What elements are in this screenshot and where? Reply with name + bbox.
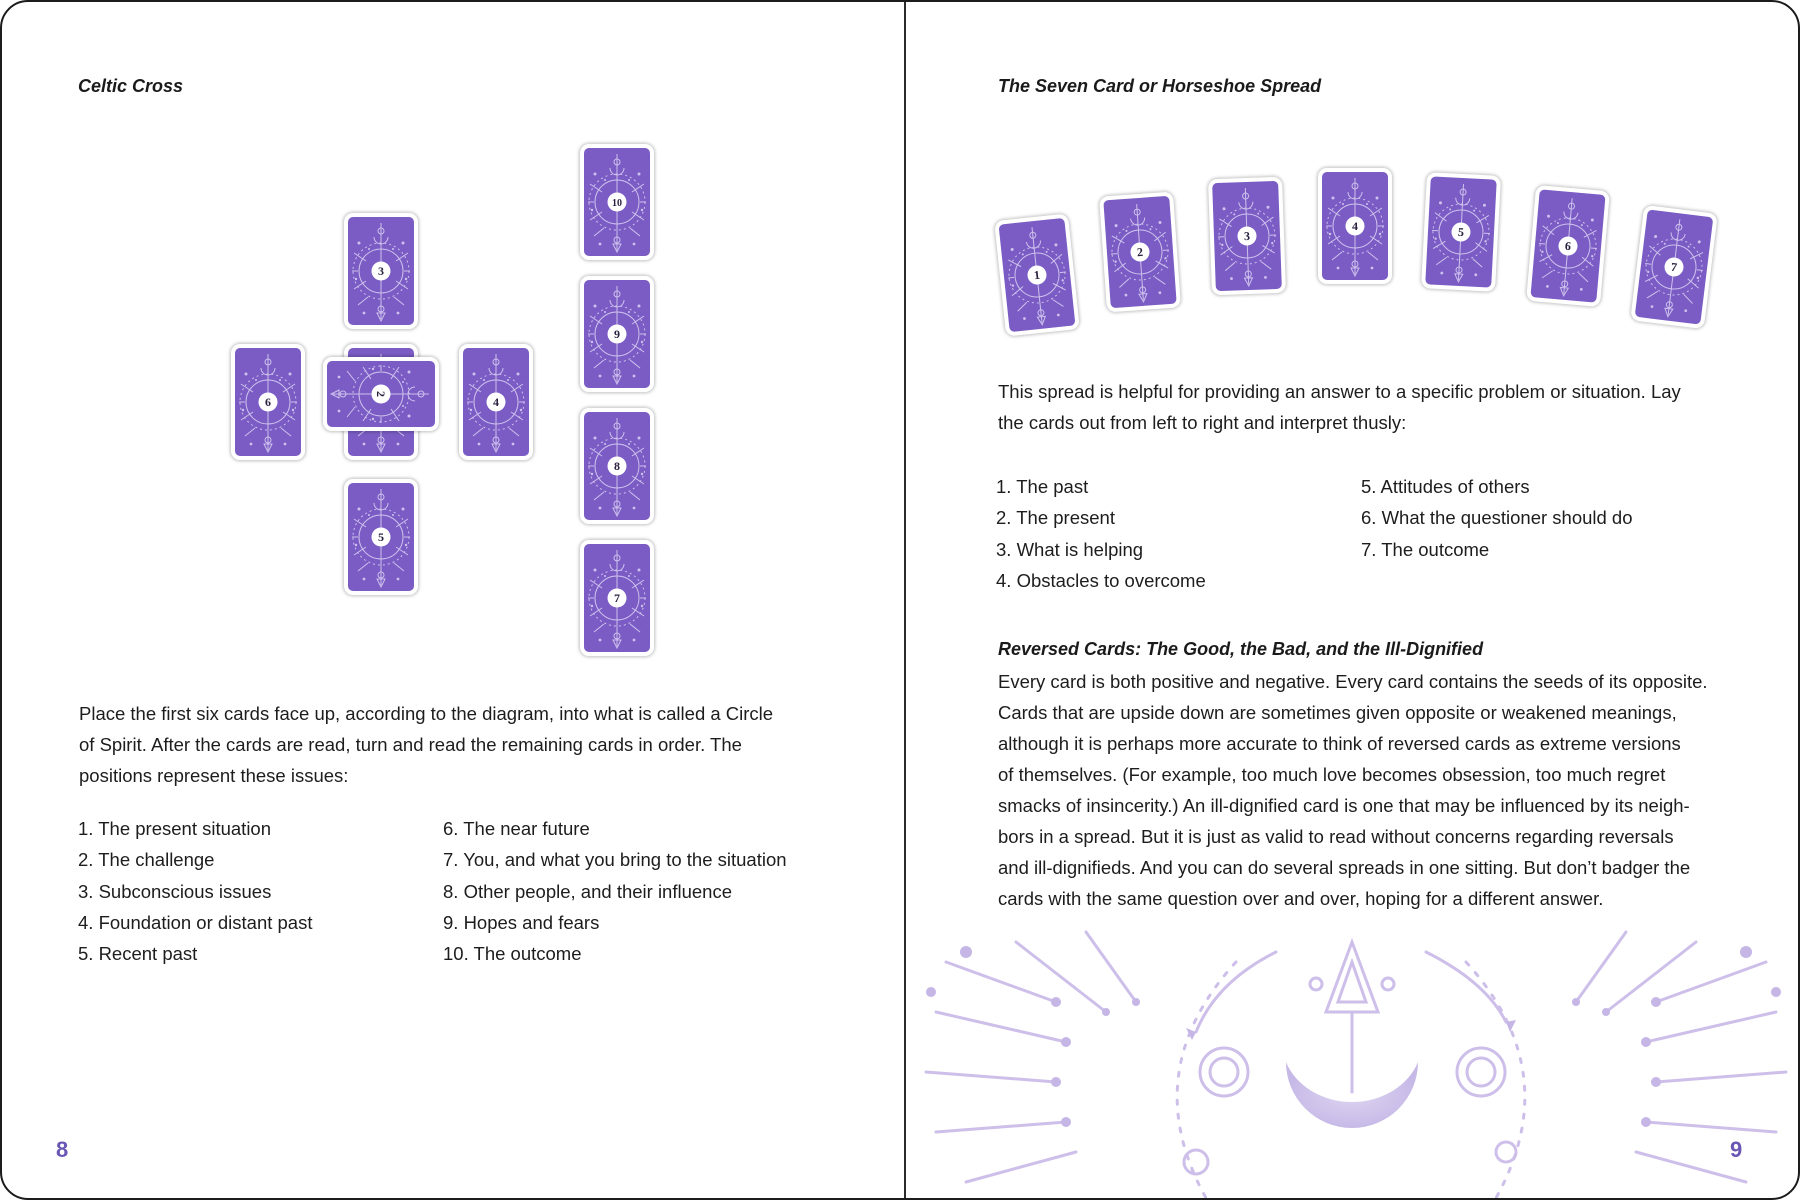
positions-list-col2 bbox=[443, 813, 787, 969]
card-number: 4 bbox=[493, 395, 499, 409]
tarot-card bbox=[1421, 172, 1501, 292]
list-item: 4. Obstacles to overcome bbox=[996, 569, 1206, 591]
list-item: 1. The present situation bbox=[78, 818, 272, 839]
card-number: 10 bbox=[612, 198, 622, 209]
intro-line: positions represent these issues: bbox=[79, 765, 349, 786]
body-line: bors in a spread. But it is just as valid to read without concerns regarding reversals bbox=[998, 826, 1674, 847]
left-page bbox=[2, 2, 904, 1198]
tarot-card bbox=[323, 357, 439, 431]
tarot-card bbox=[1208, 177, 1286, 296]
intro-line: This spread is helpful for providing an answer to a specific problem or situation. Lay bbox=[998, 381, 1681, 402]
positions-list-col1 bbox=[78, 813, 312, 969]
list-item: 4. Foundation or distant past bbox=[78, 911, 313, 933]
card-number: 3 bbox=[378, 264, 384, 278]
card-number: 5 bbox=[378, 530, 384, 544]
list-item: 7. You, and what you bring to the situation bbox=[443, 849, 787, 871]
body-line: and ill-dignifieds. And you can do several spreads in one sitting. But don’t badger the bbox=[998, 857, 1691, 878]
tarot-card bbox=[580, 540, 654, 656]
reversed-cards-heading: Reversed Cards: The Good, the Bad, and the Ill-Dignified bbox=[998, 639, 1484, 659]
card-number: 1 bbox=[1033, 267, 1041, 283]
tarot-card bbox=[580, 276, 654, 392]
tarot-card bbox=[580, 144, 654, 260]
list-item: 6. The near future bbox=[443, 818, 590, 839]
card-number: 7 bbox=[1670, 259, 1678, 275]
card-number: 9 bbox=[614, 327, 620, 341]
page-number: 8 bbox=[56, 1137, 69, 1162]
celtic-cross-intro bbox=[79, 698, 807, 791]
list-item: 3. Subconscious issues bbox=[78, 880, 272, 902]
card-number: 7 bbox=[614, 591, 620, 605]
horseshoe-list-col2 bbox=[1361, 471, 1633, 565]
horseshoe-title: The Seven Card or Horseshoe Spread bbox=[998, 76, 1322, 96]
body-line: Every card is both positive and negative. Every card contains the seeds of its opposite. bbox=[998, 671, 1708, 692]
list-item: 3. What is helping bbox=[996, 538, 1144, 560]
reversed-cards-body bbox=[998, 666, 1724, 914]
list-item: 10. The outcome bbox=[443, 943, 582, 965]
tarot-card bbox=[344, 479, 418, 595]
list-item: 8. Other people, and their influence bbox=[443, 880, 732, 902]
card-number: 6 bbox=[1564, 238, 1572, 254]
list-item: 2. The challenge bbox=[78, 849, 215, 871]
tarot-card bbox=[580, 408, 654, 524]
card-number: 2 bbox=[374, 391, 388, 397]
tarot-card bbox=[1318, 168, 1392, 284]
body-line: cards with the same question over and over, hoping for a different answer. bbox=[998, 888, 1604, 909]
intro-line: of Spirit. After the cards are read, turn and read the remaining cards in order. The bbox=[79, 734, 742, 755]
celestial-illustration bbox=[906, 922, 1798, 1198]
list-item: 5. Attitudes of others bbox=[1361, 476, 1530, 497]
horseshoe-intro bbox=[998, 376, 1720, 438]
body-line: of themselves. (For example, too much love becomes obsession, too much regret bbox=[998, 764, 1666, 785]
intro-line: the cards out from left to right and interpret thusly: bbox=[998, 412, 1407, 433]
page-number: 9 bbox=[1730, 1137, 1743, 1162]
list-item: 2. The present bbox=[996, 507, 1115, 529]
card-number: 5 bbox=[1457, 224, 1465, 240]
tarot-card bbox=[1630, 205, 1718, 329]
horseshoe-list-col1 bbox=[996, 471, 1206, 596]
list-item: 5. Recent past bbox=[78, 943, 198, 965]
tarot-card bbox=[1526, 185, 1610, 307]
tarot-card bbox=[344, 213, 418, 329]
list-item: 7. The outcome bbox=[1361, 538, 1490, 560]
tarot-card bbox=[459, 344, 533, 460]
card-number: 3 bbox=[1243, 228, 1251, 244]
intro-line: Place the first six cards face up, according to the diagram, into what is called a Circle bbox=[79, 703, 774, 724]
right-page bbox=[906, 2, 1798, 1198]
tarot-card bbox=[231, 344, 305, 460]
tarot-card bbox=[1099, 192, 1181, 313]
tarot-card bbox=[994, 213, 1080, 336]
list-item: 6. What the questioner should do bbox=[1361, 507, 1633, 529]
card-number: 4 bbox=[1352, 219, 1358, 233]
body-line: smacks of insincerity.) An ill-dignified card is one that may be influenced by its neigh- bbox=[998, 795, 1690, 816]
list-item: 1. The past bbox=[996, 476, 1089, 497]
card-number: 8 bbox=[614, 459, 620, 473]
body-line: Cards that are upside down are sometimes given opposite or weakened meanings, bbox=[998, 702, 1677, 723]
body-line: although it is perhaps more accurate to think of reversed cards as extreme versions bbox=[998, 733, 1681, 754]
celtic-cross-title: Celtic Cross bbox=[78, 76, 184, 96]
card-number: 6 bbox=[265, 395, 271, 409]
card-number: 2 bbox=[1136, 244, 1144, 260]
list-item: 9. Hopes and fears bbox=[443, 911, 600, 933]
